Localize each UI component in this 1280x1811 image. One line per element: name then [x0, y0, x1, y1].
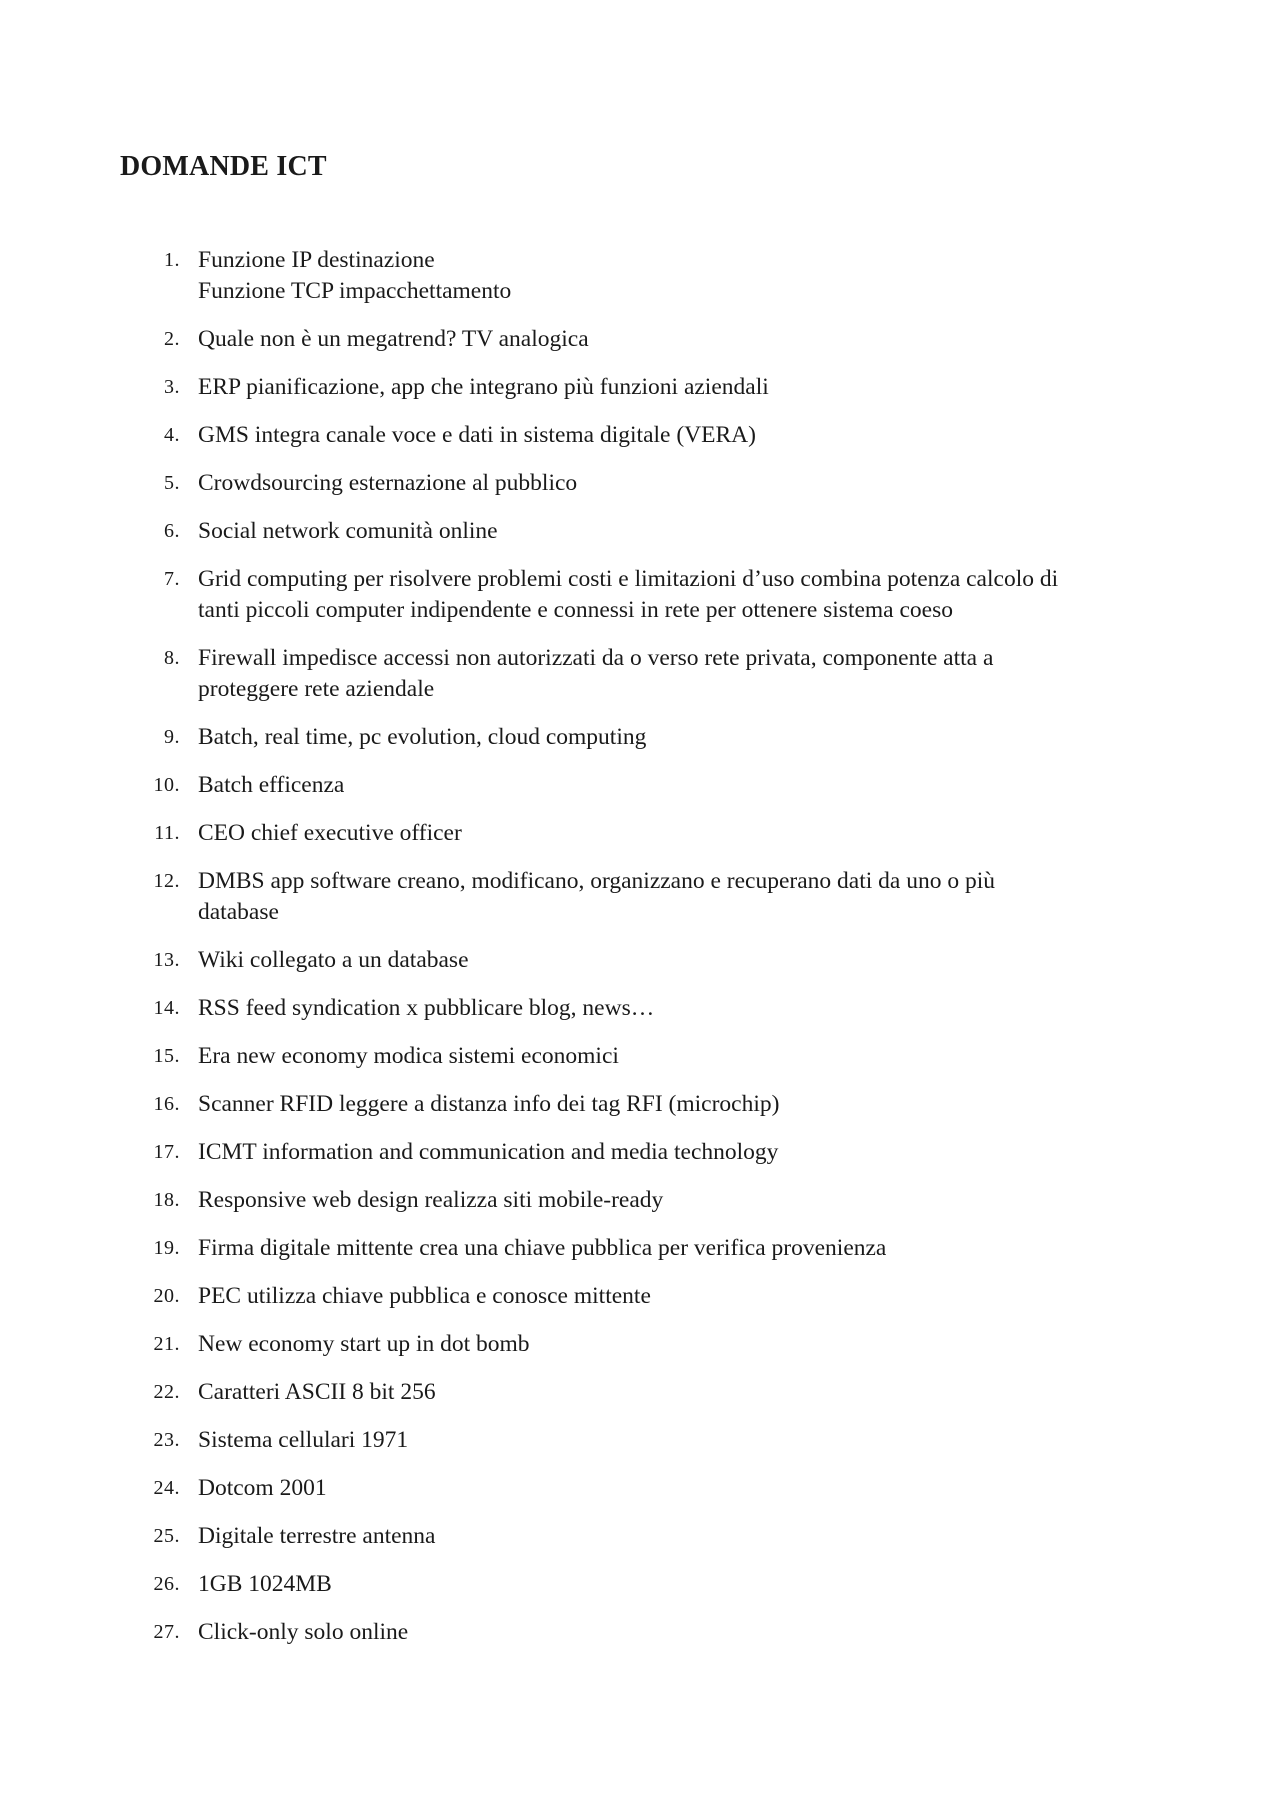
- list-item-text: Social network comunità online: [198, 518, 498, 544]
- list-item: [0, 818, 1280, 849]
- list-item-number: 3.: [164, 376, 180, 398]
- list-item-number: 12.: [153, 870, 180, 892]
- page-title: DOMANDE ICT: [120, 151, 327, 182]
- list-item: [0, 1617, 1280, 1648]
- list-item: [0, 770, 1280, 801]
- list-item-text: Batch, real time, pc evolution, cloud computing: [198, 724, 647, 750]
- list-item-number: 18.: [153, 1189, 180, 1211]
- list-item-number: 26.: [153, 1573, 180, 1595]
- list-item: [0, 516, 1280, 547]
- list-item-number: 2.: [164, 328, 180, 350]
- list-item-number: 6.: [164, 520, 180, 542]
- list-item-text: Era new economy modica sistemi economici: [198, 1043, 619, 1069]
- list-item: [0, 1089, 1280, 1120]
- list-item-number: 11.: [154, 822, 180, 844]
- list-item-number: 9.: [164, 726, 180, 748]
- list-item-text: ICMT information and communication and media technology: [198, 1139, 779, 1165]
- list-item-number: 21.: [153, 1333, 180, 1355]
- list-item: [0, 420, 1280, 451]
- list-item-number: 14.: [153, 997, 180, 1019]
- question-list: [0, 245, 1280, 1665]
- list-item-number: 19.: [153, 1237, 180, 1259]
- list-item-text: Sistema cellulari 1971: [198, 1427, 409, 1453]
- list-item: [0, 1233, 1280, 1264]
- list-item: [0, 1521, 1280, 1552]
- list-item-text: proteggere rete aziendale: [198, 676, 435, 702]
- list-item-text: Responsive web design realizza siti mobile-ready: [198, 1187, 664, 1213]
- list-item: [0, 643, 1280, 705]
- list-item-text: database: [198, 899, 279, 925]
- list-item-number: 15.: [153, 1045, 180, 1067]
- list-item-text: Wiki collegato a un database: [198, 947, 469, 973]
- list-item-number: 8.: [164, 647, 180, 669]
- list-item-text: GMS integra canale voce e dati in sistema digitale (VERA): [198, 422, 756, 448]
- list-item: [0, 1281, 1280, 1312]
- list-item-text: 1GB 1024MB: [198, 1571, 332, 1597]
- list-item-number: 5.: [164, 472, 180, 494]
- list-item: [0, 1041, 1280, 1072]
- list-item-text: Caratteri ASCII 8 bit 256: [198, 1379, 436, 1405]
- list-item-number: 4.: [164, 424, 180, 446]
- list-item-text: New economy start up in dot bomb: [198, 1331, 530, 1357]
- list-item: [0, 993, 1280, 1024]
- list-item-text: Click-only solo online: [198, 1619, 409, 1645]
- list-item-text: CEO chief executive officer: [198, 820, 462, 846]
- list-item: [0, 1425, 1280, 1456]
- list-item: [0, 324, 1280, 355]
- list-item: [0, 1377, 1280, 1408]
- list-item-text: Batch efficenza: [198, 772, 345, 798]
- list-item: [0, 1569, 1280, 1600]
- list-item-number: 22.: [153, 1381, 180, 1403]
- list-item-number: 1.: [164, 249, 180, 271]
- list-item: [0, 1137, 1280, 1168]
- list-item-text: DMBS app software creano, modificano, organizzano e recuperano dati da uno o più: [198, 868, 995, 894]
- list-item: [0, 1185, 1280, 1216]
- list-item: [0, 722, 1280, 753]
- list-item: [0, 866, 1280, 928]
- list-item-number: 16.: [153, 1093, 180, 1115]
- list-item-number: 27.: [153, 1621, 180, 1643]
- list-item: [0, 468, 1280, 499]
- list-item-number: 7.: [164, 568, 180, 590]
- list-item-text: Scanner RFID leggere a distanza info dei tag RFI (microchip): [198, 1091, 780, 1117]
- list-item-number: 24.: [153, 1477, 180, 1499]
- list-item: [0, 1329, 1280, 1360]
- list-item: [0, 1473, 1280, 1504]
- list-item: [0, 372, 1280, 403]
- list-item-number: 10.: [153, 774, 180, 796]
- list-item-text: Quale non è un megatrend? TV analogica: [198, 326, 589, 352]
- list-item-number: 23.: [153, 1429, 180, 1451]
- list-item-text: Crowdsourcing esternazione al pubblico: [198, 470, 578, 496]
- list-item-text: RSS feed syndication x pubblicare blog, news…: [198, 995, 655, 1021]
- list-item-text: Firma digitale mittente crea una chiave pubblica per verifica provenienza: [198, 1235, 887, 1261]
- list-item-number: 20.: [153, 1285, 180, 1307]
- list-item-text: tanti piccoli computer indipendente e connessi in rete per ottenere sistema coeso: [198, 597, 953, 623]
- list-item: [0, 564, 1280, 626]
- list-item-text: Funzione TCP impacchettamento: [198, 278, 512, 304]
- list-item-number: 25.: [153, 1525, 180, 1547]
- list-item: [0, 945, 1280, 976]
- list-item-number: 13.: [153, 949, 180, 971]
- list-item-text: Firewall impedisce accessi non autorizzati da o verso rete privata, componente atta a: [198, 645, 994, 671]
- list-item: [0, 245, 1280, 307]
- list-item-text: Grid computing per risolvere problemi costi e limitazioni d’uso combina potenza calcolo di: [198, 566, 1059, 592]
- list-item-number: 17.: [153, 1141, 180, 1163]
- list-item-text: Digitale terrestre antenna: [198, 1523, 436, 1549]
- list-item-text: Dotcom 2001: [198, 1475, 327, 1501]
- list-item-text: Funzione IP destinazione: [198, 247, 435, 273]
- list-item-text: PEC utilizza chiave pubblica e conosce mittente: [198, 1283, 651, 1309]
- list-item-text: ERP pianificazione, app che integrano più funzioni aziendali: [198, 374, 769, 400]
